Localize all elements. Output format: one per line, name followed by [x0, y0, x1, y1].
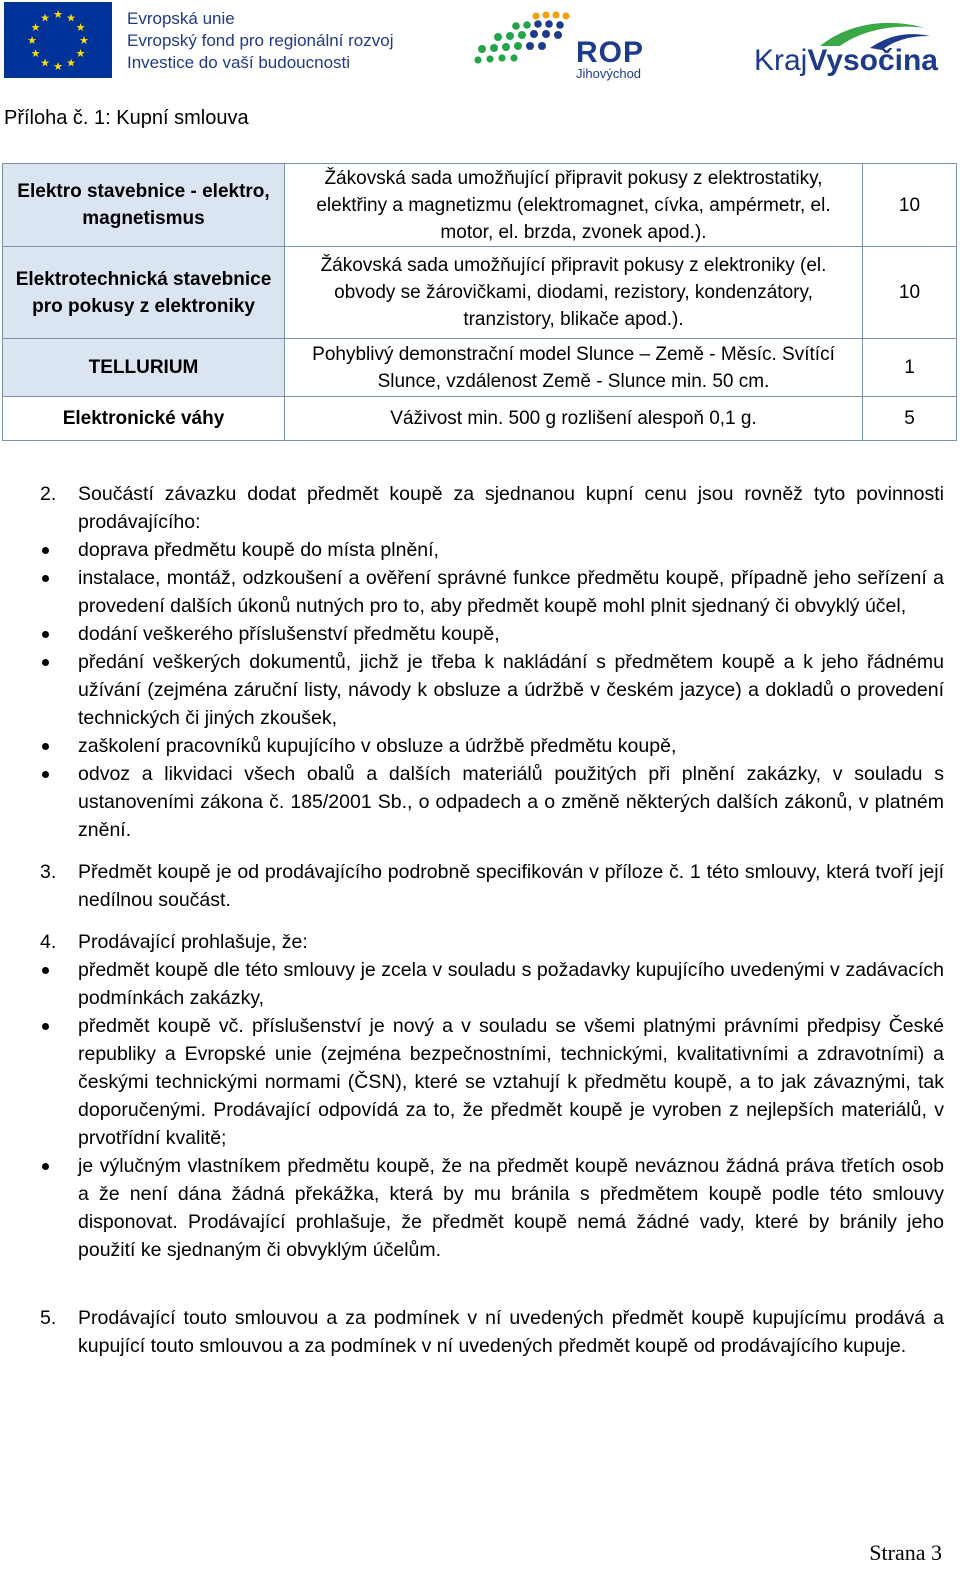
eu-stars-icon	[4, 2, 112, 78]
section-number: 5.	[40, 1307, 57, 1329]
rop-subtitle: Jihovýchod	[576, 66, 642, 81]
eu-line-3: Investice do vaší budoucnosti	[127, 53, 351, 72]
section-2-intro: Součástí závazku dodat předmět koupě za sjednanou kupní cenu jsou rovněž tyto povinnosti prodávajícího:	[78, 483, 944, 533]
region-part-2: Vysočina	[807, 44, 938, 77]
table-row	[3, 164, 957, 247]
list-item: je výlučným vlastníkem předmětu koupě, že na předmět koupě neváznou žádná práva třetích osob a že není dána žádná překážka, která by mu bránila s předmětem koupě podle této smlouvy disponovat. Prodávající prohlašuje, že předmět koupě nemá žádné vady, které by bránily jeho použití ke sjednaným či obvyklým účelům.	[40, 1152, 944, 1264]
section-number: 3.	[40, 861, 57, 883]
item-description: Váživost min. 500 g rozlišení alespoň 0,1 g.	[285, 397, 863, 441]
items-table	[2, 163, 957, 441]
eu-fund-text	[127, 8, 393, 74]
svg-text:★: ★	[53, 8, 63, 21]
rop-logo	[470, 6, 670, 82]
section-4-intro-row	[40, 928, 944, 956]
contract-body	[40, 480, 944, 1374]
item-description: Žákovská sada umožňující připravit pokusy z elektrostatiky, elektřiny a magnetizmu (elektromagnet, cívka, ampérmetr, el. motor, el. brzda, zvonek apod.).	[285, 164, 863, 247]
section-4-bullets	[40, 956, 944, 1264]
list-item: dodání veškerého příslušenství předmětu koupě,	[40, 620, 944, 648]
list-item: doprava předmětu koupě do místa plnění,	[40, 536, 944, 564]
item-name: Elektronické váhy	[3, 397, 285, 441]
eu-line-1: Evropská unie	[127, 9, 235, 28]
svg-text:★: ★	[66, 56, 76, 70]
vysocina-logo	[750, 18, 950, 82]
svg-text:★: ★	[53, 60, 63, 73]
section-2	[40, 480, 944, 844]
svg-text:★: ★	[79, 34, 89, 47]
item-quantity: 10	[863, 247, 957, 339]
svg-text:★: ★	[75, 21, 86, 34]
section-number: 4.	[40, 931, 57, 953]
rop-title: ROP	[576, 36, 645, 69]
item-description: Žákovská sada umožňující připravit pokusy z elektroniky (el. obvody se žárovičkami, diodami, rezistory, kondenzátory, tranzistory, blikače apod.).	[285, 247, 863, 339]
item-name: Elektrotechnická stavebnice pro pokusy z elektroniky	[3, 247, 285, 339]
list-item: instalace, montáž, odzkoušení a ověření správné funkce předmětu koupě, případně jeho seřízení a provedení dalších úkonů nutných pro to, aby předmět koupě mohl plnit sjednaný či obvyklý účel,	[40, 564, 944, 620]
section-number: 2.	[40, 483, 57, 505]
table-row	[3, 339, 957, 397]
item-quantity: 5	[863, 397, 957, 441]
section-3-row	[40, 858, 944, 914]
svg-text:★: ★	[40, 56, 50, 70]
section-3-text: Předmět koupě je od prodávajícího podrobně specifikován v příloze č. 1 této smlouvy, která tvoří její nedílnou součást.	[78, 861, 944, 911]
header-logos	[0, 0, 960, 90]
list-item: zaškolení pracovníků kupujícího v obsluze a údržbě předmětu koupě,	[40, 732, 944, 760]
item-quantity: 10	[863, 164, 957, 247]
page-number: Strana 3	[869, 1540, 942, 1565]
eu-line-2: Evropský fond pro regionální rozvoj	[127, 31, 394, 50]
list-item: předmět koupě dle této smlouvy je zcela v souladu s požadavky kupujícího uvedenými v zadávacích podmínkách zakázky,	[40, 956, 944, 1012]
item-quantity: 1	[863, 339, 957, 397]
svg-text:★: ★	[66, 11, 76, 25]
svg-text:★: ★	[75, 47, 86, 60]
table-row	[3, 397, 957, 441]
svg-text:★: ★	[40, 11, 50, 25]
section-5-row	[40, 1304, 944, 1360]
section-4	[40, 928, 944, 1264]
item-name: TELLURIUM	[3, 339, 285, 397]
list-item: předání veškerých dokumentů, jichž je třeba k nakládání s předmětem koupě a k jeho řádnému užívání (zejména záruční listy, návody k obsluze a údržbě v českém jazyce) a dokladů o provedení technických či jiných zkoušek,	[40, 648, 944, 732]
section-5	[40, 1304, 944, 1360]
svg-text:★: ★	[30, 47, 41, 60]
region-part-1: Kraj	[754, 44, 808, 77]
item-description: Pohyblivý demonstrační model Slunce – Země - Měsíc. Svítící Slunce, vzdálenost Země - Slunce min. 50 cm.	[285, 339, 863, 397]
section-2-intro-row	[40, 480, 944, 536]
region-name	[754, 44, 938, 78]
svg-text:★: ★	[30, 21, 41, 34]
rop-dots-icon	[470, 10, 574, 70]
item-name: Elektro stavebnice - elektro, magnetismus	[3, 164, 285, 247]
list-item: předmět koupě vč. příslušenství je nový a v souladu se všemi platnými právními předpisy České republiky a Evropské unie (zejména bezpečnostními, technickými, kvalitativními a zdravotními) a českými technickými normami (ČSN), které se vztahují k předmětu koupě, a to jak závaznými, tak doporučenými. Prodávající odpovídá za to, že předmět koupě je vyroben z nejlepších materiálů, v prvotřídní kvalitě;	[40, 1012, 944, 1152]
eu-flag-logo	[4, 2, 112, 78]
section-3	[40, 858, 944, 914]
svg-text:★: ★	[27, 34, 37, 47]
section-4-intro: Prodávající prohlašuje, že:	[78, 931, 308, 953]
list-item: odvoz a likvidaci všech obalů a dalších materiálů použitých při plnění zakázky, v souladu s ustanoveními zákona č. 185/2001 Sb., o odpadech a o změně některých dalších zákonů, v platném znění.	[40, 760, 944, 844]
table-row	[3, 247, 957, 339]
section-2-bullets	[40, 536, 944, 844]
section-5-text: Prodávající touto smlouvou a za podmínek v ní uvedených předmět koupě kupujícímu prodává a kupující touto smlouvou a za podmínek v ní uvedených předmět koupě od prodávajícího kupuje.	[78, 1307, 944, 1357]
attachment-caption: Příloha č. 1: Kupní smlouva	[4, 107, 249, 129]
